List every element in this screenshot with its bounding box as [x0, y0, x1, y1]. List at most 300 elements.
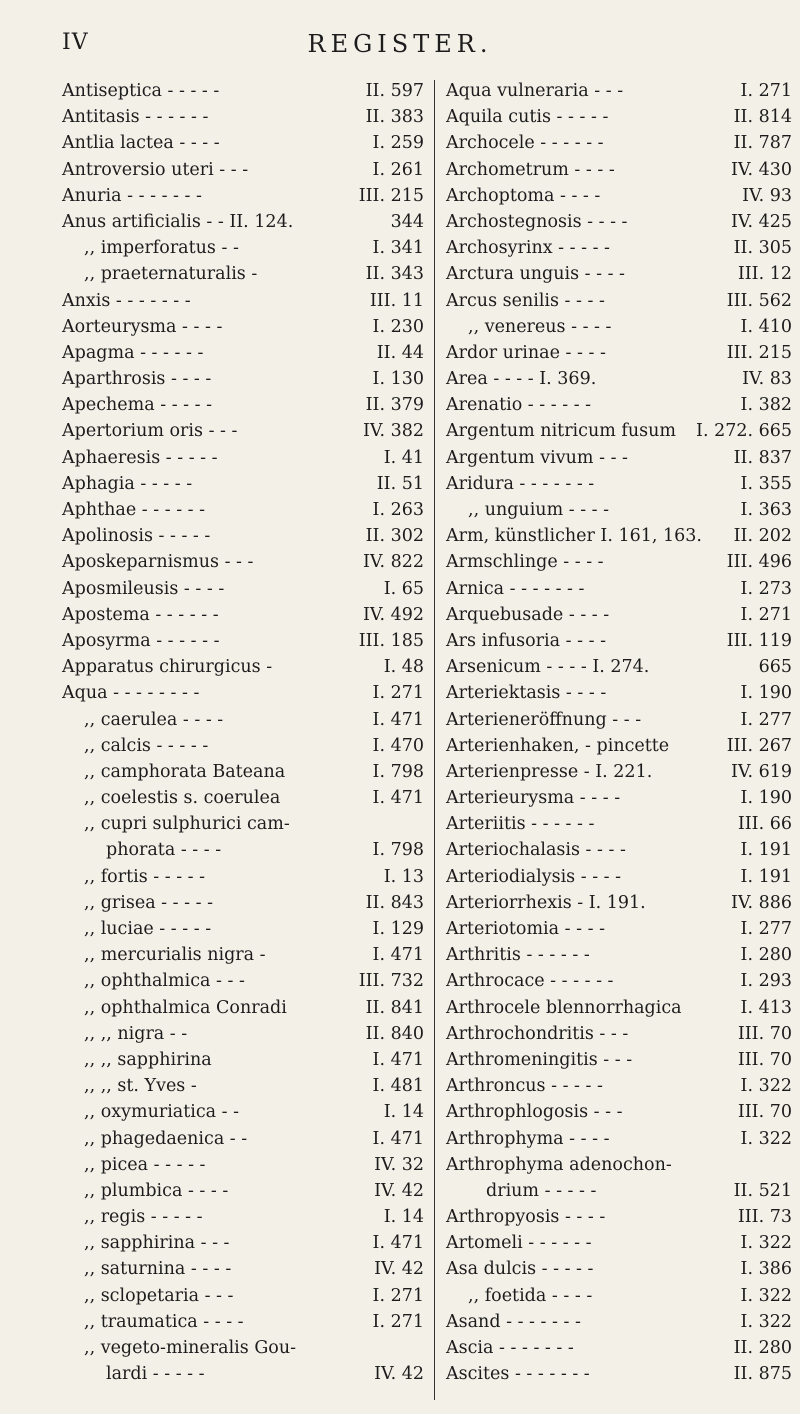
index-entry	[446, 392, 792, 418]
entry-term: Apparatus chirurgicus -	[62, 657, 273, 678]
index-entry	[446, 418, 792, 444]
entry-term: ,, coelestis s. coerulea	[84, 788, 281, 809]
index-entry	[446, 759, 792, 785]
entry-term: ,, luciae - - - - -	[84, 919, 212, 939]
index-entry	[62, 1256, 424, 1282]
entry-reference: III. 70	[737, 1023, 792, 1044]
entry-term: Archostegnosis - - - -	[446, 211, 628, 232]
column-divider	[434, 80, 435, 1400]
index-entry	[446, 183, 792, 209]
entry-term: Arcus senilis - - - -	[446, 290, 605, 311]
entry-term: Area - - - - I. 369.	[446, 369, 597, 390]
entry-reference: I. 470	[372, 735, 424, 756]
index-entry	[446, 811, 792, 837]
entry-reference: II. 302	[365, 526, 424, 547]
entry-term: drium - - - - -	[486, 1180, 597, 1201]
index-entry	[62, 1152, 424, 1178]
entry-reference: I. 41	[383, 447, 424, 468]
index-entry	[446, 628, 792, 654]
entry-reference: I. 322	[740, 1285, 792, 1306]
entry-term: Arnica - - - - - - -	[446, 578, 585, 599]
index-entry	[446, 785, 792, 811]
index-entry	[62, 759, 424, 785]
index-entry	[62, 1309, 424, 1335]
entry-reference: 344	[390, 211, 424, 232]
entry-term: ,, sapphirina - - -	[84, 1233, 230, 1254]
entry-reference: II. 44	[376, 342, 424, 363]
index-entry	[446, 733, 792, 759]
entry-term: Archometrum - - - -	[446, 159, 615, 180]
index-entry	[446, 549, 792, 575]
entry-term: Arthrophlogosis - - -	[446, 1102, 623, 1123]
entry-term: Aposyrma - - - - - -	[62, 630, 220, 651]
entry-reference: IV. 42	[374, 1259, 424, 1280]
entry-reference: III. 73	[737, 1207, 792, 1228]
entry-reference: I. 271	[372, 683, 424, 704]
entry-reference: I. 271	[372, 1285, 424, 1306]
entry-term: Aorteurysma - - - -	[62, 316, 223, 337]
entry-reference: II. 51	[376, 473, 424, 494]
index-entry	[62, 680, 424, 706]
left-index-column	[62, 78, 424, 1387]
index-entry	[446, 1230, 792, 1256]
entry-term: Arterieneröffnung - - -	[446, 709, 642, 730]
entry-term: ,, venereus - - - -	[468, 316, 612, 337]
entry-reference: II. 843	[365, 892, 424, 913]
entry-term: Aphaeresis - - - - -	[62, 447, 218, 468]
entry-term: Artomeli - - - - - -	[446, 1233, 592, 1254]
entry-reference: I. 410	[740, 316, 792, 337]
index-entry	[446, 1335, 792, 1361]
entry-reference: III. 66	[737, 814, 792, 835]
entry-term: ,, caerulea - - - -	[84, 709, 224, 730]
entry-reference: I. 382	[740, 395, 792, 416]
entry-term: ,, oxymuriatica - -	[84, 1102, 240, 1123]
index-entry	[62, 1099, 424, 1125]
entry-reference: IV. 42	[374, 1364, 424, 1385]
index-entry	[446, 261, 792, 287]
index-entry	[62, 811, 424, 837]
index-entry	[446, 497, 792, 523]
entry-reference: III. 11	[369, 290, 424, 311]
entry-reference: I. 322	[740, 1233, 792, 1254]
entry-reference: IV. 619	[730, 761, 792, 782]
entry-term: Arterieurysma - - - -	[446, 788, 621, 809]
entry-reference: I. 14	[383, 1207, 424, 1228]
entry-term: Arteriodialysis - - - -	[446, 866, 622, 887]
entry-term: Arterienhaken, - pincette	[446, 735, 670, 756]
index-entry	[446, 942, 792, 968]
entry-reference: I. 798	[372, 840, 424, 861]
index-entry	[446, 1099, 792, 1125]
entry-reference: III. 732	[358, 971, 424, 992]
entry-reference: II. 379	[365, 395, 424, 416]
entry-reference: III. 12	[737, 264, 792, 285]
entry-term: Arthroncus - - - - -	[446, 1076, 603, 1097]
entry-reference: II. 787	[733, 133, 792, 154]
entry-reference: I. 129	[372, 919, 424, 939]
entry-reference: I. 13	[383, 866, 424, 887]
entry-reference: I. 471	[372, 709, 424, 730]
index-entry	[446, 837, 792, 863]
entry-term: Aposmileusis - - - -	[62, 578, 225, 599]
entry-reference: III. 215	[358, 185, 424, 206]
entry-term: Asand - - - - - - -	[446, 1311, 581, 1332]
entry-term: Aridura - - - - - - -	[446, 473, 595, 494]
index-entry	[62, 916, 424, 942]
entry-term: Arteriektasis - - - -	[446, 683, 607, 704]
entry-reference: III. 562	[726, 290, 792, 311]
entry-term: Arthrophyma - - - -	[446, 1128, 610, 1149]
entry-term: Archoptoma - - - -	[446, 185, 601, 206]
entry-term: Arteriochalasis - - - -	[446, 840, 626, 861]
entry-reference: I. 322	[740, 1311, 792, 1332]
entry-term: Aposkeparnismus - - -	[62, 552, 254, 573]
index-entry	[62, 1126, 424, 1152]
index-entry	[62, 1230, 424, 1256]
index-entry	[62, 183, 424, 209]
entry-term: ,, ,, sapphirina	[84, 1049, 212, 1070]
entry-term: Apertorium oris - - -	[62, 421, 238, 442]
entry-reference: I. 190	[740, 788, 792, 809]
entry-reference: I. 259	[372, 133, 424, 154]
entry-term: ,, picea - - - - -	[84, 1154, 206, 1175]
entry-term: ,, traumatica - - - -	[84, 1311, 244, 1332]
index-entry	[62, 418, 424, 444]
entry-term: Arterienpresse - I. 221.	[446, 761, 653, 782]
entry-term: Arthrophyma adenochon-	[446, 1154, 672, 1175]
entry-reference: I. 386	[740, 1259, 792, 1280]
entry-term: ,, unguium - - - -	[468, 500, 610, 520]
entry-term: ,, vegeto-mineralis Gou-	[84, 1338, 297, 1358]
entry-term: Apolinosis - - - - -	[62, 526, 211, 547]
entry-reference: II. 841	[365, 997, 424, 1018]
index-entry	[62, 340, 424, 366]
entry-reference: I. 191	[740, 840, 792, 861]
index-entry	[62, 157, 424, 183]
entry-term: Arthrocele blennorrhagica	[446, 997, 682, 1018]
entry-term: Antroversio uteri - - -	[62, 159, 249, 180]
index-entry	[62, 1283, 424, 1309]
entry-reference: III. 70	[737, 1102, 792, 1123]
entry-term: lardi - - - - -	[106, 1364, 205, 1385]
entry-reference: I. 130	[372, 369, 424, 390]
entry-term: ,, phagedaenica - -	[84, 1128, 248, 1149]
index-entry	[446, 235, 792, 261]
index-entry	[62, 78, 424, 104]
entry-reference: I. 322	[740, 1076, 792, 1097]
entry-reference: I. 471	[372, 1049, 424, 1070]
entry-term: Aphthae - - - - - -	[62, 500, 206, 520]
entry-term: Apagma - - - - - -	[62, 342, 204, 363]
entry-term: Arthrochondritis - - -	[446, 1023, 629, 1044]
entry-term: Aphagia - - - - -	[62, 473, 193, 494]
entry-reference: III. 215	[726, 342, 792, 363]
entry-reference: II. 305	[733, 238, 792, 259]
index-entry	[446, 523, 792, 549]
entry-term: ,, imperforatus - -	[84, 238, 239, 259]
entry-reference: IV. 886	[730, 892, 792, 913]
index-entry	[446, 576, 792, 602]
index-entry	[62, 288, 424, 314]
entry-term: Archocele - - - - - -	[446, 133, 604, 154]
entry-reference: I. 471	[372, 1233, 424, 1254]
entry-reference: I. 277	[740, 919, 792, 939]
entry-reference: II. 280	[733, 1338, 792, 1358]
index-entry	[62, 471, 424, 497]
entry-reference: III. 496	[726, 552, 792, 573]
entry-reference: I. 191	[740, 866, 792, 887]
index-entry	[446, 104, 792, 130]
entry-reference: IV. 83	[742, 369, 792, 390]
entry-term: Aquila cutis - - - - -	[446, 107, 609, 128]
entry-reference: III. 119	[726, 630, 792, 651]
entry-reference: IV. 822	[362, 552, 424, 573]
entry-reference: I. 798	[372, 761, 424, 782]
entry-reference: III. 185	[358, 630, 424, 651]
entry-reference: I. 271	[740, 81, 792, 101]
entry-term: Arteriorrhexis - I. 191.	[446, 892, 646, 913]
index-entry	[62, 968, 424, 994]
entry-term: ,, sclopetaria - - -	[84, 1285, 234, 1306]
entry-term: Arsenicum - - - - I. 274.	[446, 657, 650, 678]
index-entry	[62, 576, 424, 602]
index-entry	[446, 1152, 792, 1178]
entry-reference: IV. 492	[362, 604, 424, 625]
entry-reference: II. 521	[733, 1180, 792, 1201]
entry-term: Antiseptica - - - - -	[62, 81, 220, 101]
index-entry	[446, 707, 792, 733]
index-entry	[62, 1021, 424, 1047]
entry-term: ,, camphorata Bateana	[84, 761, 286, 782]
page-number: IV	[62, 30, 89, 55]
index-entry	[62, 628, 424, 654]
index-entry	[62, 261, 424, 287]
entry-term: Antitasis - - - - - -	[62, 107, 209, 128]
entry-term: Ardor urinae - - - -	[446, 342, 606, 363]
index-entry	[446, 1256, 792, 1282]
entry-term: Ascites - - - - - - -	[446, 1364, 590, 1385]
entry-term: Anuria - - - - - - -	[62, 185, 202, 206]
entry-reference: I. 272. 665	[696, 421, 792, 442]
index-entry	[446, 340, 792, 366]
entry-reference: IV. 425	[730, 211, 792, 232]
index-entry	[62, 1204, 424, 1230]
index-entry	[62, 523, 424, 549]
index-entry	[62, 942, 424, 968]
entry-reference: IV. 382	[362, 421, 424, 442]
entry-term: Arm, künstlicher I. 161, 163.	[446, 526, 702, 547]
index-entry	[62, 1047, 424, 1073]
entry-term: Aqua - - - - - - - -	[62, 683, 200, 704]
index-entry	[446, 864, 792, 890]
entry-reference: I. 273	[740, 578, 792, 599]
entry-term: Archosyrinx - - - - -	[446, 238, 610, 259]
entry-reference: IV. 93	[742, 185, 792, 206]
entry-term: Asa dulcis - - - - -	[446, 1259, 594, 1280]
index-entry	[446, 1309, 792, 1335]
index-entry	[62, 707, 424, 733]
index-entry	[446, 130, 792, 156]
page-title: REGISTER.	[307, 30, 493, 58]
entry-reference: I. 190	[740, 683, 792, 704]
index-entry	[62, 837, 424, 863]
entry-term: ,, mercurialis nigra -	[84, 945, 266, 966]
entry-term: Ascia - - - - - - -	[446, 1338, 574, 1358]
entry-reference: I. 48	[383, 657, 424, 678]
index-entry	[62, 1073, 424, 1099]
index-entry	[62, 785, 424, 811]
entry-reference: IV. 430	[730, 159, 792, 180]
entry-reference: I. 271	[372, 1311, 424, 1332]
index-entry	[446, 1073, 792, 1099]
index-entry	[446, 366, 792, 392]
entry-reference: II. 343	[365, 264, 424, 285]
entry-reference: I. 355	[740, 473, 792, 494]
entry-reference: I. 271	[740, 604, 792, 625]
index-entry	[446, 288, 792, 314]
index-entry	[62, 314, 424, 340]
entry-term: ,, cupri sulphurici cam-	[84, 814, 290, 835]
entry-reference: I. 471	[372, 788, 424, 809]
entry-term: Apechema - - - - -	[62, 395, 213, 416]
index-entry	[62, 733, 424, 759]
entry-reference: I. 341	[372, 238, 424, 259]
index-entry	[62, 366, 424, 392]
index-entry	[62, 864, 424, 890]
index-entry	[62, 1335, 424, 1361]
index-entry	[446, 1204, 792, 1230]
index-entry	[62, 209, 424, 235]
index-entry	[446, 602, 792, 628]
index-entry	[446, 995, 792, 1021]
entry-reference: II. 840	[365, 1023, 424, 1044]
entry-reference: III. 267	[726, 735, 792, 756]
index-entry	[446, 445, 792, 471]
entry-term: ,, regis - - - - -	[84, 1207, 203, 1228]
index-entry	[446, 968, 792, 994]
index-entry	[62, 654, 424, 680]
entry-term: Argentum vivum - - -	[446, 447, 628, 468]
right-index-column	[446, 78, 792, 1387]
index-entry	[446, 1361, 792, 1387]
index-entry	[62, 497, 424, 523]
entry-term: Arquebusade - - - -	[446, 604, 610, 625]
index-entry	[62, 549, 424, 575]
index-entry	[62, 995, 424, 1021]
entry-reference: I. 481	[372, 1076, 424, 1097]
entry-term: ,, ophthalmica Conradi	[84, 997, 287, 1018]
entry-term: Arenatio - - - - - -	[446, 395, 592, 416]
entry-term: Arthromeningitis - - -	[446, 1049, 633, 1070]
entry-reference: I. 471	[372, 1128, 424, 1149]
entry-reference: I. 322	[740, 1128, 792, 1149]
entry-reference: III. 70	[737, 1049, 792, 1070]
entry-reference: 665	[758, 657, 792, 678]
entry-reference: II. 597	[365, 81, 424, 101]
index-entry	[446, 916, 792, 942]
entry-reference: I. 263	[372, 500, 424, 520]
entry-reference: II. 875	[733, 1364, 792, 1385]
index-entry	[62, 1178, 424, 1204]
entry-term: Anus artificialis - - II. 124.	[62, 211, 294, 232]
entry-reference: I. 363	[740, 500, 792, 520]
entry-reference: I. 293	[740, 971, 792, 992]
entry-term: Armschlinge - - - -	[446, 552, 604, 573]
index-entry	[446, 654, 792, 680]
index-entry	[446, 1283, 792, 1309]
entry-term: ,, calcis - - - - -	[84, 735, 209, 756]
entry-reference: I. 65	[383, 578, 424, 599]
entry-term: ,, foetida - - - -	[468, 1285, 593, 1306]
entry-term: Arthrocace - - - - - -	[446, 971, 614, 992]
entry-term: Arteriotomia - - - -	[446, 919, 605, 939]
index-entry	[62, 1361, 424, 1387]
entry-term: phorata - - - -	[106, 840, 222, 861]
index-entry	[62, 890, 424, 916]
entry-term: Anxis - - - - - - -	[62, 290, 191, 311]
entry-reference: IV. 42	[374, 1180, 424, 1201]
index-entry	[446, 314, 792, 340]
entry-term: Arthropyosis - - - -	[446, 1207, 606, 1228]
entry-reference: I. 280	[740, 945, 792, 966]
index-entry	[446, 209, 792, 235]
entry-reference: I. 413	[740, 997, 792, 1018]
entry-term: Aqua vulneraria - - -	[446, 81, 624, 101]
index-entry	[446, 471, 792, 497]
index-entry	[62, 235, 424, 261]
entry-reference: II. 814	[733, 107, 792, 128]
entry-reference: I. 277	[740, 709, 792, 730]
entry-term: Apostema - - - - - -	[62, 604, 219, 625]
entry-term: Argentum nitricum fusum	[446, 421, 676, 442]
entry-term: ,, ophthalmica - - -	[84, 971, 245, 992]
index-entry	[446, 1047, 792, 1073]
entry-term: ,, fortis - - - - -	[84, 866, 206, 887]
index-entry	[446, 680, 792, 706]
index-entry	[446, 1126, 792, 1152]
entry-reference: II. 837	[733, 447, 792, 468]
index-entry	[62, 392, 424, 418]
entry-term: Antlia lactea - - - -	[62, 133, 220, 154]
entry-reference: I. 230	[372, 316, 424, 337]
entry-term: Arctura unguis - - - -	[446, 264, 625, 285]
entry-term: Aparthrosis - - - -	[62, 369, 212, 390]
index-entry	[62, 130, 424, 156]
index-entry	[446, 157, 792, 183]
entry-term: ,, praeternaturalis -	[84, 264, 258, 285]
index-entry	[446, 1178, 792, 1204]
entry-reference: II. 202	[733, 526, 792, 547]
entry-reference: I. 14	[383, 1102, 424, 1123]
index-entry	[62, 445, 424, 471]
entry-reference: II. 383	[365, 107, 424, 128]
index-entry	[446, 890, 792, 916]
index-entry	[62, 104, 424, 130]
entry-term: ,, ,, st. Yves -	[84, 1076, 197, 1097]
entry-term: Ars infusoria - - - -	[446, 630, 606, 651]
index-entry	[62, 602, 424, 628]
index-entry	[446, 78, 792, 104]
entry-term: ,, ,, nigra - -	[84, 1023, 188, 1044]
entry-reference: I. 471	[372, 945, 424, 966]
entry-reference: IV. 32	[374, 1154, 424, 1175]
entry-reference: I. 261	[372, 159, 424, 180]
entry-term: ,, plumbica - - - -	[84, 1180, 229, 1201]
entry-term: Arteriitis - - - - - -	[446, 814, 595, 835]
index-entry	[446, 1021, 792, 1047]
page-header	[0, 30, 800, 70]
